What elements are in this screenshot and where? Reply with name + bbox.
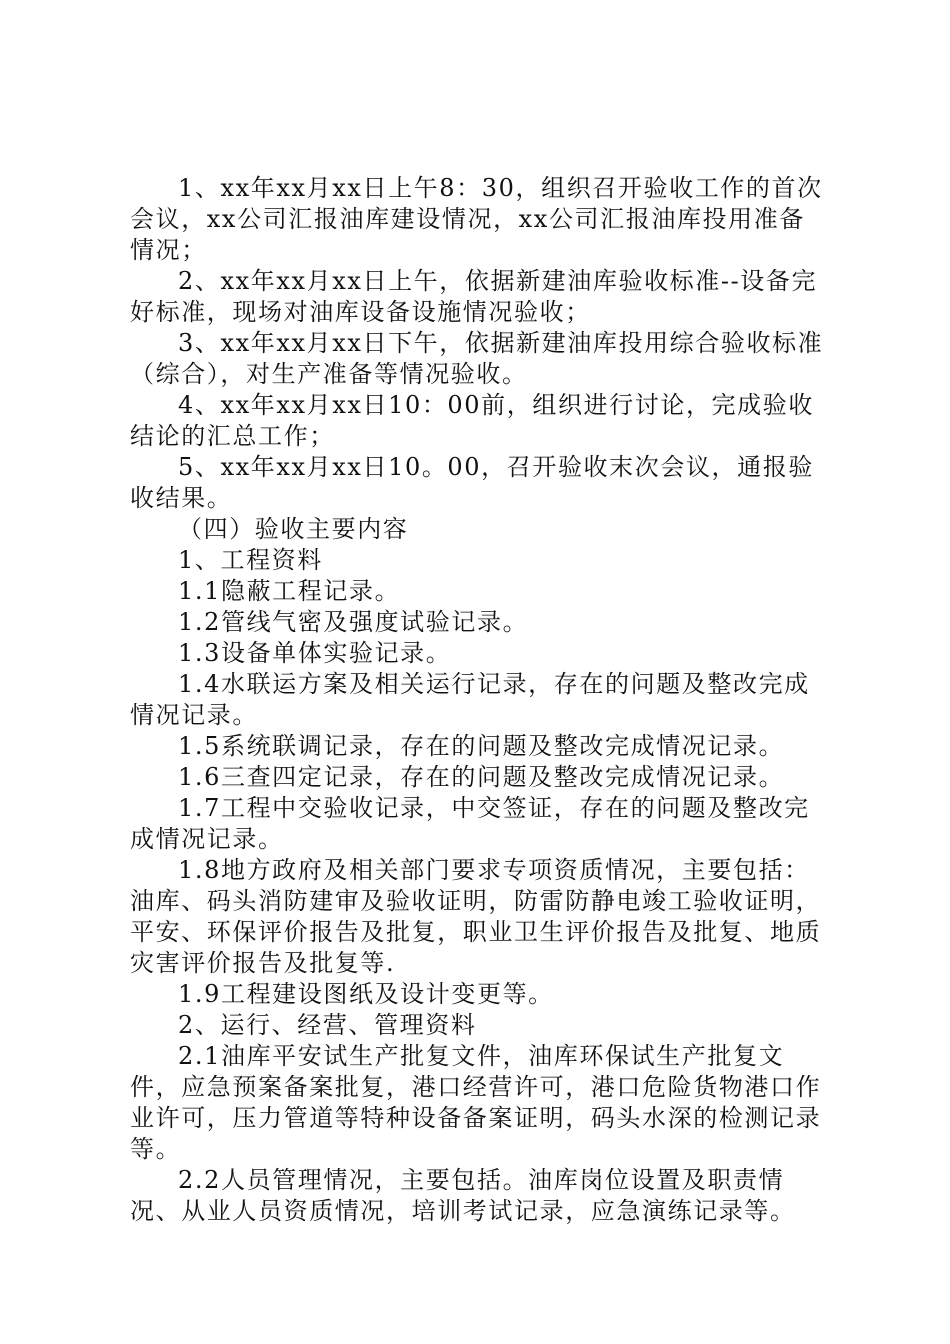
document-body: [130, 173, 830, 1227]
item-1-6: 1.6三查四定记录，存在的问题及整改完成情况记录。: [178, 763, 785, 791]
paragraph-1: 1、xx年xx月xx日上午8：30，组织召开验收工作的首次会议，xx公司汇报油库建设情况，xx公司汇报油库投用准备情况；: [130, 174, 823, 264]
paragraph-4: 4、xx年xx月xx日10：00前，组织进行讨论，完成验收结论的汇总工作；: [130, 391, 814, 450]
item-1-1: 1.1隐蔽工程记录。: [178, 577, 401, 605]
item-1-4: 1.4水联运方案及相关运行记录，存在的问题及整改完成情况记录。: [130, 670, 810, 729]
paragraph-3: 3、xx年xx月xx日下午，依据新建油库投用综合验收标准（综合），对生产准备等情况验收。: [130, 329, 824, 388]
subheading-operation-records: 2、运行、经营、管理资料: [178, 1011, 477, 1039]
paragraph-2: 2、xx年xx月xx日上午，依据新建油库验收标准--设备完好标准，现场对油库设备设施情况验收；: [130, 267, 818, 326]
item-1-9: 1.9工程建设图纸及设计变更等。: [178, 980, 554, 1008]
section-heading-acceptance-content: （四）验收主要内容: [178, 515, 409, 543]
subheading-engineering-records: 1、工程资料: [178, 546, 323, 574]
item-1-3: 1.3设备单体实验记录。: [178, 639, 452, 667]
item-1-5: 1.5系统联调记录，存在的问题及整改完成情况记录。: [178, 732, 785, 760]
item-1-7: 1.7工程中交验收记录，中交签证，存在的问题及整改完成情况记录。: [130, 794, 810, 853]
item-1-8: 1.8地方政府及相关部门要求专项资质情况，主要包括：油库、码头消防建审及验收证明，防雷防静电竣工验收证明，平安、环保评价报告及批复，职业卫生评价报告及批复、地质灾害评价报告及批复等.: [130, 856, 822, 977]
item-2-1: 2.1油库平安试生产批复文件，油库环保试生产批复文件，应急预案备案批复，港口经营许可，港口危险货物港口作业许可，压力管道等特种设备备案证明，码头水深的检测记录等。: [130, 1042, 822, 1163]
item-1-2: 1.2管线气密及强度试验记录。: [178, 608, 529, 636]
paragraph-5: 5、xx年xx月xx日10。00，召开验收末次会议，通报验收结果。: [130, 453, 814, 512]
item-2-2: 2.2人员管理情况，主要包括。油库岗位设置及职责情况、从业人员资质情况，培训考试记录，应急演练记录等。: [130, 1166, 796, 1225]
